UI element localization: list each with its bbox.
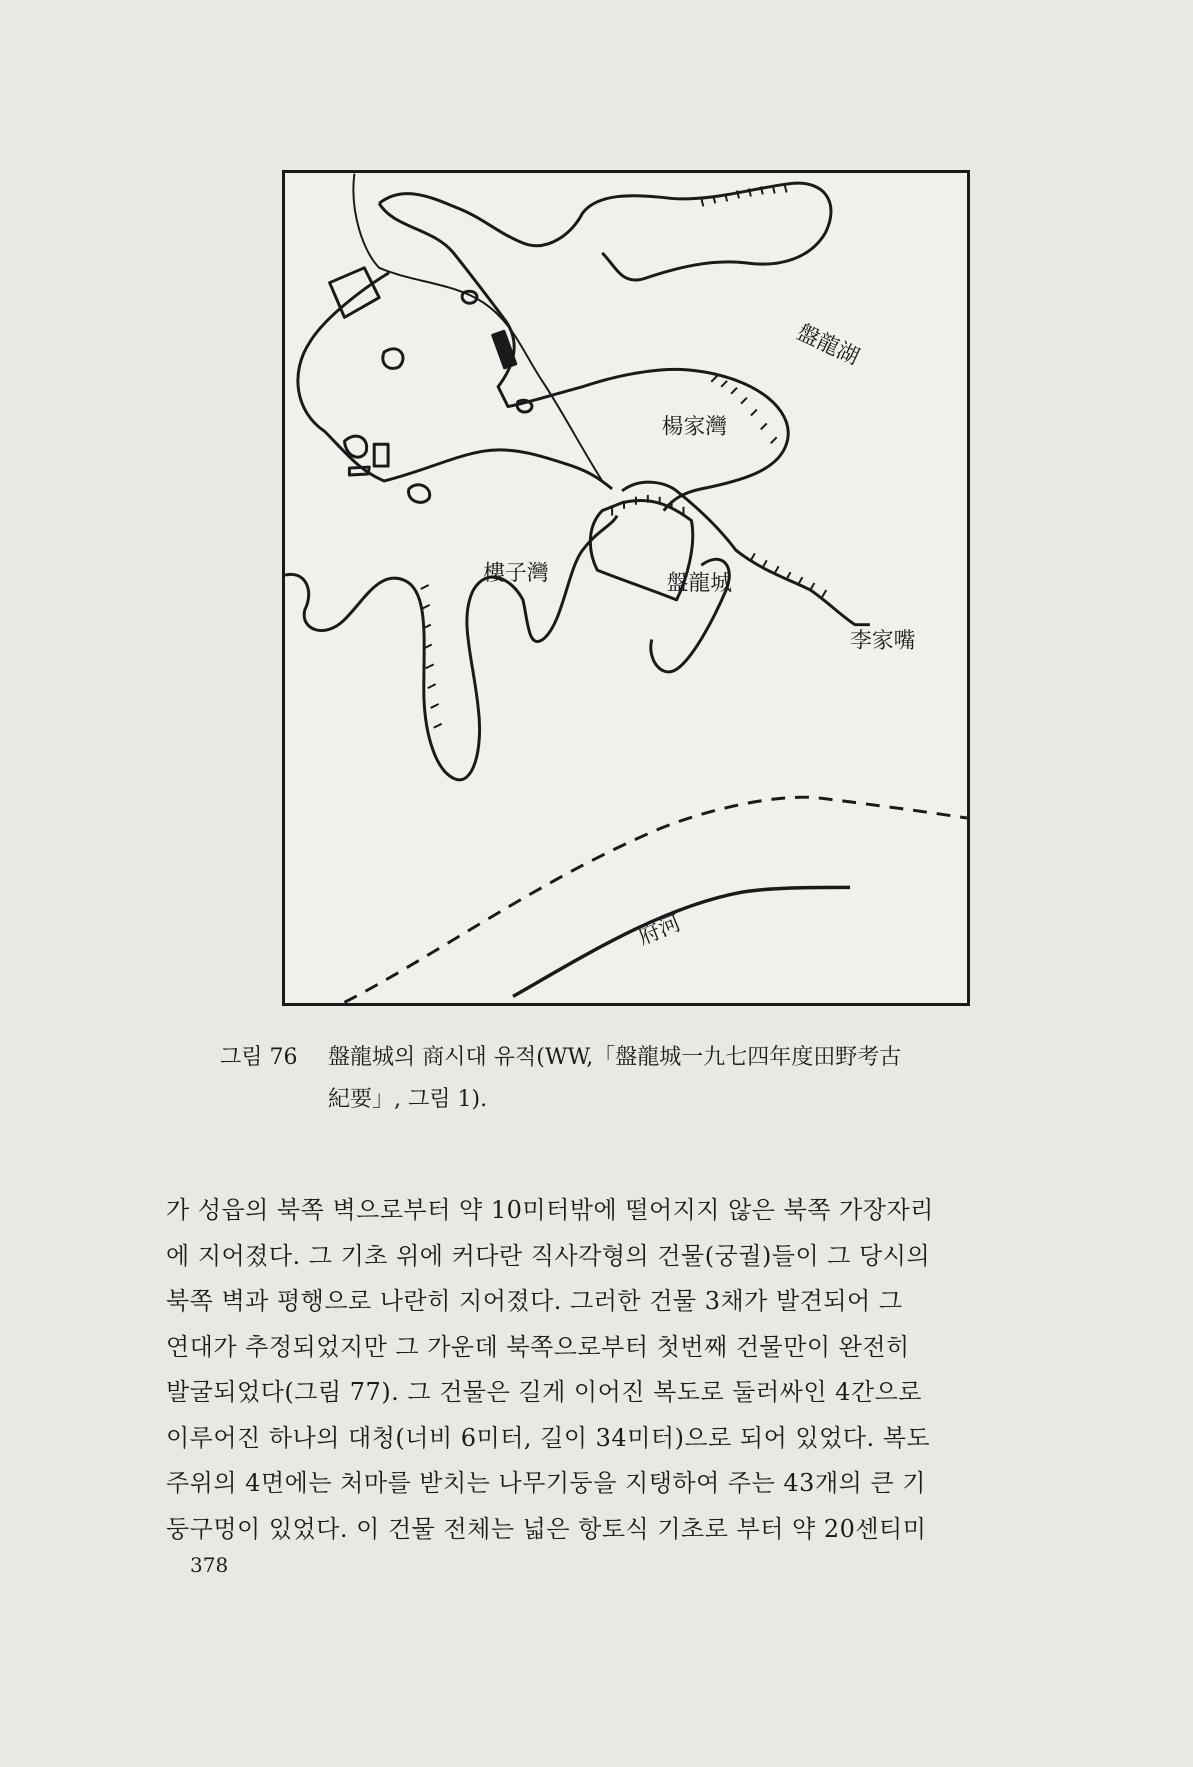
body-line: 가 성읍의 북쪽 벽으로부터 약 10미터밖에 떨어지지 않은 북쪽 가장자리 [166, 1196, 934, 1224]
western-shore [298, 273, 612, 489]
hachure-marks [421, 185, 826, 728]
island-1 [383, 349, 403, 369]
island-7 [374, 444, 388, 466]
body-line: 이루어진 하나의 대청(너비 6미터, 길이 34미터)으로 되어 있었다. 복도 [166, 1423, 931, 1452]
body-line: 북쪽 벽과 평행으로 나란히 지어졌다. 그러한 건물 3채가 발견되어 그 [166, 1287, 903, 1315]
page-number: 378 [190, 1553, 229, 1577]
panlongcheng-site-map [285, 173, 967, 1003]
island-5 [409, 485, 430, 503]
dashed-boundary [344, 797, 967, 1002]
fu-river [513, 887, 850, 996]
map-figure [282, 170, 970, 1006]
label-louziwan: 樓子灣 [483, 561, 549, 587]
caption-text-1: 盤龍城의 商시대 유적(WW,「盤龍城一九七四年度田野考古 [328, 1045, 902, 1070]
label-panlong-lake: 盤龍湖 [792, 319, 863, 371]
northern-land-outline [379, 183, 831, 280]
body-paragraph [166, 1188, 1091, 1552]
body-line: 발굴되었다(그림 77). 그 건물은 길게 이어진 복도로 둘러싸인 4간으로 [166, 1378, 922, 1406]
island-4 [344, 436, 366, 457]
caption-text-2: 紀要」, 그림 1). [328, 1087, 488, 1112]
label-fu-river: 府河 [634, 910, 685, 951]
southern-shore [285, 516, 617, 780]
label-yangjiawan: 楊家灣 [661, 414, 728, 440]
body-line: 연대가 추정되었지만 그 가운데 북쪽으로부터 첫번째 건물만이 완전히 [166, 1332, 910, 1361]
figure-number: 그림 76 [220, 1045, 298, 1070]
road [353, 174, 602, 481]
label-lijiazui: 李家嘴 [850, 628, 916, 654]
body-line: 둥구멍이 있었다. 이 건물 전체는 넓은 항토식 기초로 부터 약 20센티미 [166, 1514, 927, 1543]
caption-first-line [220, 1037, 1040, 1079]
label-panlongcheng: 盤龍城 [666, 570, 733, 596]
body-line: 에 지어졌다. 그 기초 위에 커다란 직사각형의 건물(궁궐)들이 그 당시의 [166, 1241, 931, 1270]
body-line: 주위의 4면에는 처마를 받치는 나무기둥을 지탱하여 주는 43개의 큰 기 [166, 1469, 926, 1497]
figure-caption [220, 1037, 1040, 1121]
